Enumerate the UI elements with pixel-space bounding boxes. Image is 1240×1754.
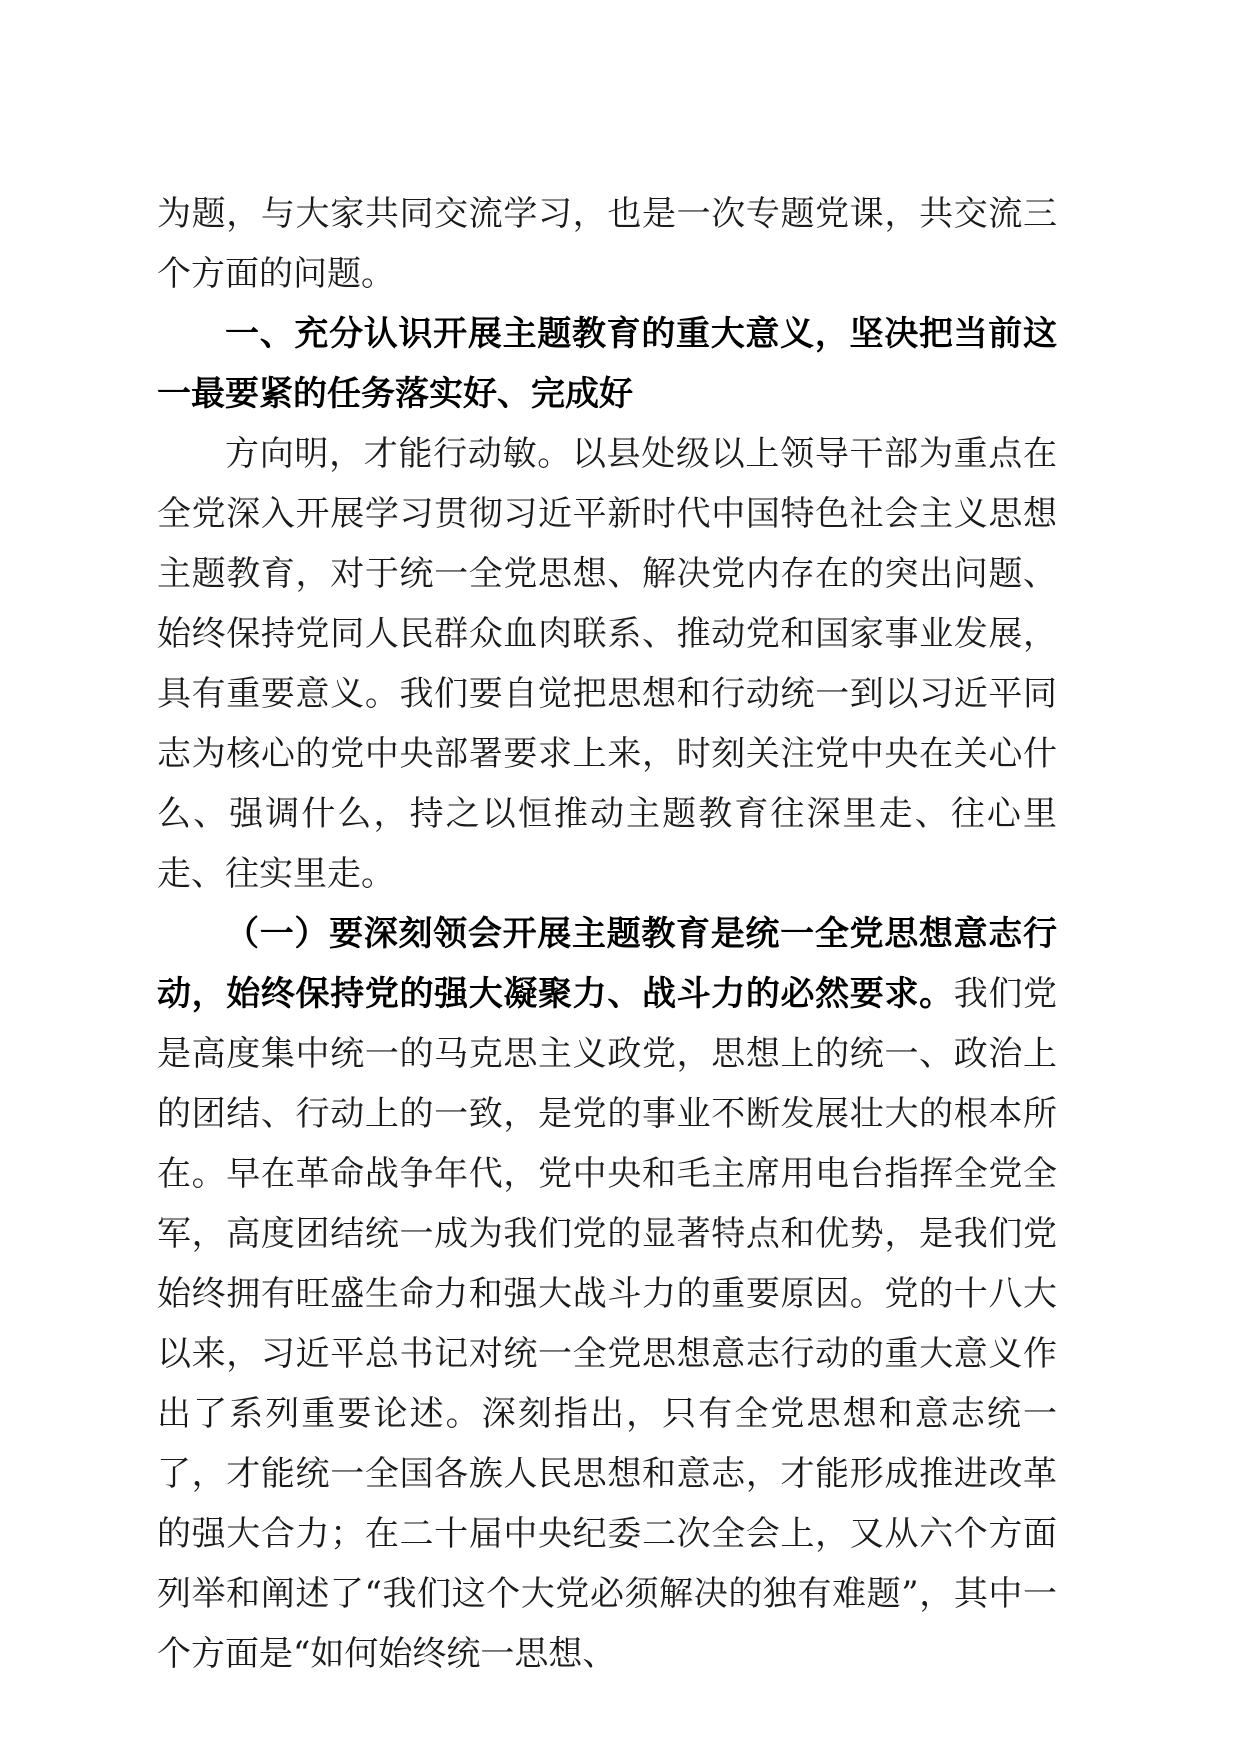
subsection-1-body: 我们党是高度集中统一的马克思主义政党，思想上的统一、政治上的团结、行动上的一致，是党的事业不断发展壮大的根本所在。早在革命战争年代，党中央和毛主席用电台指挥全党全军，高度团结统一成为我们党的显著特点和优势，是我们党始终拥有旺盛生命力和强大战斗力的重要原因。党的十八大以来，习近平总书记对统一全党思想意志行动的重大意义作出了系列重要论述。深刻指出，只有全党思想和意志统一了，才能统一全国各族人民思想和意志，才能形成推进改革的强大合力；在二十届中央纪委二次全会上，又从六个方面列举和阐述了“我们这个大党必须解决的独有难题”，其中一个方面是“如何始终统一思想、 (157, 974, 1057, 1674)
subsection-1-paragraph (157, 904, 1057, 1684)
subsection-1-lead: （一）要深刻领会开展主题教育是统一全党思想意志行动，始终保持党的强大凝聚力、战斗力的必然要求。 (157, 914, 1057, 1014)
intro-paragraph: 为题，与大家共同交流学习，也是一次专题党课，共交流三个方面的问题。 (157, 194, 1057, 294)
section-heading-1: 一、充分认识开展主题教育的重大意义，坚决把当前这一最要紧的任务落实好、完成好 (157, 314, 1057, 414)
document-body (157, 184, 1057, 1684)
section-1-paragraph: 方向明，才能行动敏。以县处级以上领导干部为重点在全党深入开展学习贯彻习近平新时代中国特色社会主义思想主题教育，对于统一全党思想、解决党内存在的突出问题、始终保持党同人民群众血肉联系、推动党和国家事业发展，具有重要意义。我们要自觉把思想和行动统一到以习近平同志为核心的党中央部署要求上来，时刻关注党中央在关心什么、强调什么，持之以恒推动主题教育往深里走、往心里走、往实里走。 (157, 434, 1057, 894)
